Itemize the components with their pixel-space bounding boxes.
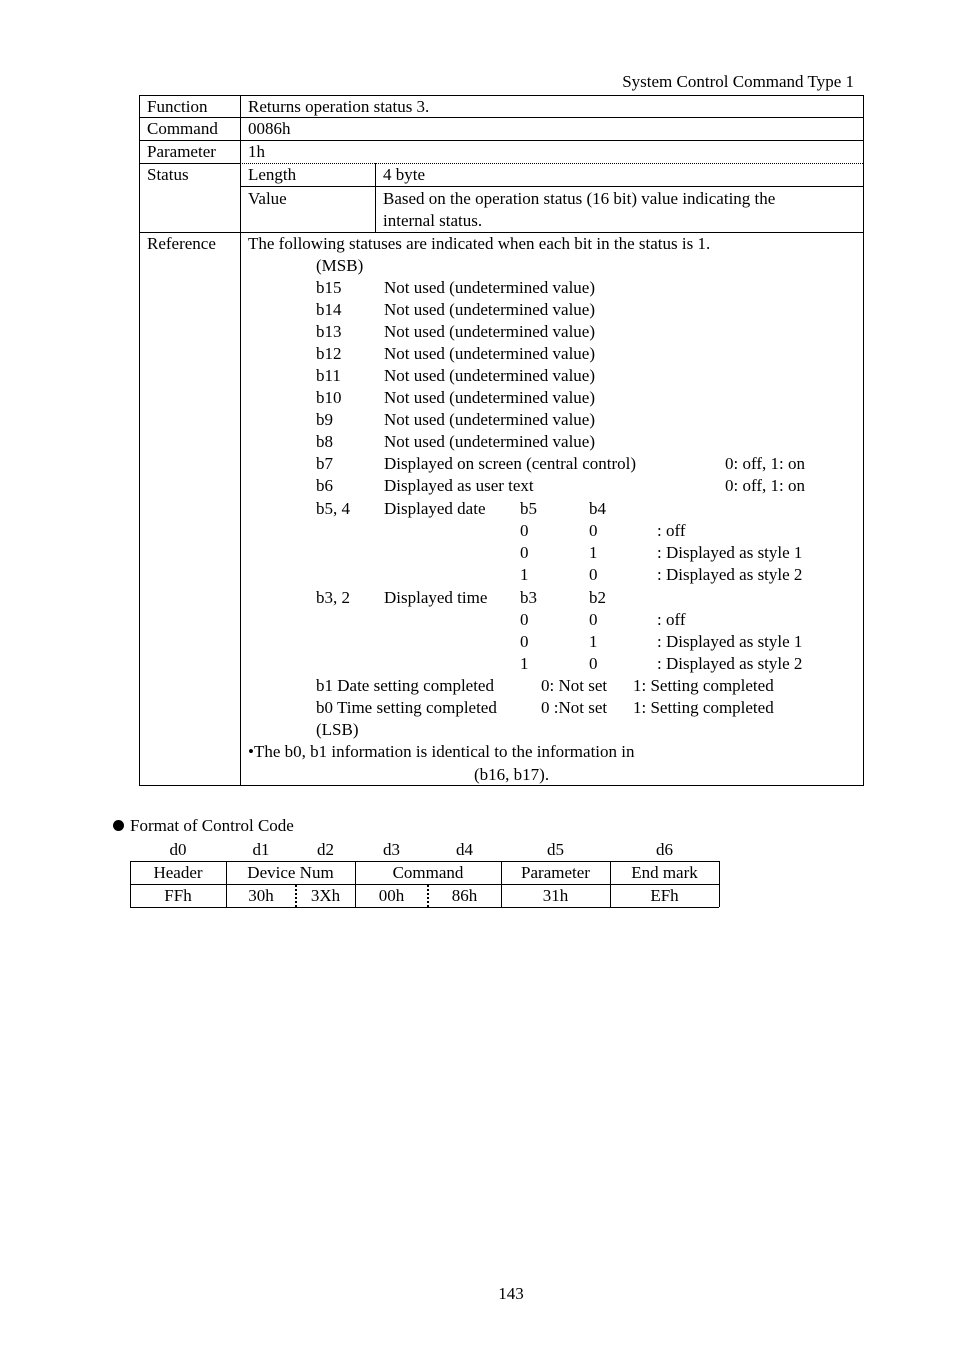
parameter-cell: Parameter <box>521 863 590 882</box>
bit-meaning: : off <box>657 521 686 540</box>
b1-notset: 0: Not set <box>541 676 608 695</box>
length-label: Length <box>248 165 297 184</box>
bit-id: b14 <box>316 300 342 319</box>
parameter-value: 1h <box>248 142 265 161</box>
bit-desc: Displayed on screen (central control) <box>384 454 637 473</box>
command-label: Command <box>147 119 218 138</box>
function-value: Returns operation status 3. <box>248 97 430 116</box>
command-value: 0086h <box>248 119 291 138</box>
bit-desc: Not used (undetermined value) <box>384 344 596 363</box>
command-cell: Command <box>392 863 464 882</box>
bit-meaning: : Displayed as style 2 <box>657 565 803 584</box>
d-label: d2 <box>317 840 334 859</box>
bit-id: b13 <box>316 322 342 341</box>
bit-id: b7 <box>316 454 333 473</box>
bit-b: 1 <box>589 543 598 562</box>
note-line2: (b16, b17). <box>474 765 550 784</box>
d-label: d5 <box>547 840 564 859</box>
bit-id: b9 <box>316 410 333 429</box>
b0-label: b0 Time setting completed <box>316 698 497 717</box>
value-cell: 86h <box>451 886 478 905</box>
time-bit: b3, 2 <box>316 588 350 607</box>
status-label: Status <box>147 165 189 184</box>
bit-meaning: : Displayed as style 1 <box>657 632 803 651</box>
bit-value: 0: off, 1: on <box>725 476 805 495</box>
bit-a: 0 <box>520 543 529 562</box>
value-cell: EFh <box>650 886 679 905</box>
value-cell: 00h <box>378 886 405 905</box>
bit-b: 0 <box>589 654 598 673</box>
bit-id: b11 <box>316 366 341 385</box>
time-h2: b2 <box>589 588 606 607</box>
bit-desc: Not used (undetermined value) <box>384 388 596 407</box>
d-label: d0 <box>169 840 187 859</box>
bit-a: 0 <box>520 610 529 629</box>
bit-meaning: : off <box>657 610 686 629</box>
device-num-cell: Device Num <box>247 863 334 882</box>
bit-desc: Not used (undetermined value) <box>384 410 596 429</box>
reference-label: Reference <box>147 234 216 253</box>
bit-a: 0 <box>520 632 529 651</box>
reference-intro: The following statuses are indicated when each bit in the status is 1. <box>248 234 711 253</box>
date-desc: Displayed date <box>384 499 486 518</box>
bit-value: 0: off, 1: on <box>725 454 805 473</box>
date-h2: b4 <box>589 499 606 518</box>
value-label: Value <box>248 189 287 208</box>
note-line1: •The b0, b1 information is identical to the information in <box>248 742 635 761</box>
d-label: d4 <box>456 840 473 859</box>
value-cell: 30h <box>248 886 274 905</box>
bit-a: 1 <box>520 654 529 673</box>
bit-desc: Not used (undetermined value) <box>384 366 596 385</box>
bit-b: 0 <box>589 521 598 540</box>
bit-b: 0 <box>589 610 598 629</box>
value-cell: FFh <box>164 886 192 905</box>
lsb-marker: (LSB) <box>316 720 359 739</box>
bit-desc: Not used (undetermined value) <box>384 278 596 297</box>
page-number: 143 <box>498 1284 524 1303</box>
bit-id: b6 <box>316 476 333 495</box>
bit-a: 1 <box>520 565 529 584</box>
bit-desc: Not used (undetermined value) <box>384 322 596 341</box>
bit-id: b15 <box>316 278 342 297</box>
bullet-icon <box>113 820 124 831</box>
bit-desc: Displayed as user text <box>384 476 534 495</box>
d-label: d3 <box>383 840 400 859</box>
value-cell: 3Xh <box>310 886 341 905</box>
running-header: System Control Command Type 1 <box>622 72 854 91</box>
b0-notset: 0 :Not set <box>541 698 608 717</box>
bit-meaning: : Displayed as style 2 <box>657 654 803 673</box>
d-label: d6 <box>656 840 673 859</box>
bit-id: b12 <box>316 344 342 363</box>
bit-a: 0 <box>520 521 529 540</box>
bit-id: b8 <box>316 432 333 451</box>
bit-desc: Not used (undetermined value) <box>384 432 596 451</box>
header-cell: Header <box>153 863 203 882</box>
length-value: 4 byte <box>383 165 426 184</box>
value-text-line2: internal status. <box>383 211 483 230</box>
end-mark-cell: End mark <box>631 863 698 882</box>
time-desc: Displayed time <box>384 588 488 607</box>
format-title: Format of Control Code <box>130 816 294 835</box>
value-cell: 31h <box>542 886 569 905</box>
msb-marker: (MSB) <box>316 256 364 275</box>
bit-b: 1 <box>589 632 598 651</box>
date-h1: b5 <box>520 499 537 518</box>
bit-meaning: : Displayed as style 1 <box>657 543 803 562</box>
bit-id: b10 <box>316 388 342 407</box>
b0-set: 1: Setting completed <box>633 698 774 717</box>
date-bit: b5, 4 <box>316 499 350 518</box>
bit-desc: Not used (undetermined value) <box>384 300 596 319</box>
format-heading <box>113 816 294 836</box>
value-text-line1: Based on the operation status (16 bit) value indicating the <box>383 189 776 208</box>
function-label: Function <box>147 97 208 116</box>
b1-label: b1 Date setting completed <box>316 676 494 695</box>
b1-set: 1: Setting completed <box>633 676 774 695</box>
d-label: d1 <box>252 840 270 859</box>
parameter-label: Parameter <box>147 142 216 161</box>
bit-b: 0 <box>589 565 598 584</box>
time-h1: b3 <box>520 588 537 607</box>
